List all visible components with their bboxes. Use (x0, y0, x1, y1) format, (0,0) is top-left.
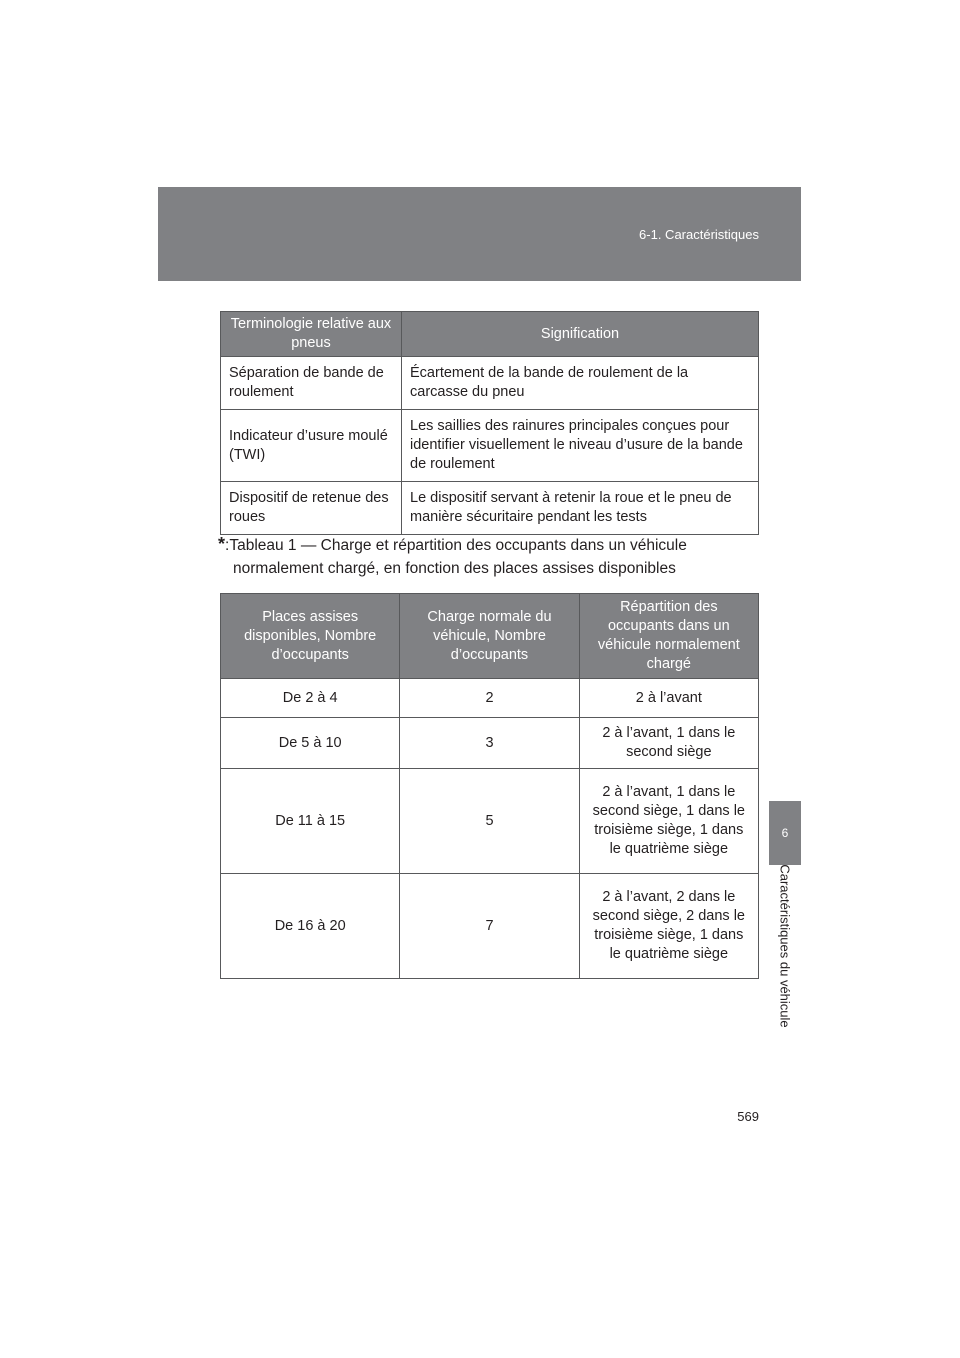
footnote-line-1: :Tableau 1 — Charge et répartition des occupants dans un véhicule (225, 537, 687, 554)
column-header-distribution: Répartition des occupants dans un véhicule normalement chargé (579, 594, 758, 679)
load-cell: 7 (400, 874, 579, 979)
table-header-row (221, 594, 759, 679)
table-row (221, 410, 759, 482)
column-header-term: Terminologie relative aux pneus (221, 312, 402, 357)
table-row (221, 679, 759, 718)
term-cell: Indicateur d’usure moulé (TWI) (221, 410, 402, 482)
meaning-cell: Le dispositif servant à retenir la roue et le pneu de manière sécuritaire pendant les tests (402, 482, 759, 535)
meaning-cell: Écartement de la bande de roulement de la carcasse du pneu (402, 357, 759, 410)
distribution-cell: 2 à l’avant, 1 dans le second siège (579, 718, 758, 769)
table-row (221, 482, 759, 535)
distribution-cell: 2 à l’avant, 1 dans le second siège, 1 dans le troisième siège, 1 dans le quatrième siège (579, 769, 758, 874)
header-band (158, 187, 801, 281)
chapter-number: 6 (781, 826, 789, 840)
column-header-normal-load: Charge normale du véhicule, Nombre d’occupants (400, 594, 579, 679)
distribution-cell: 2 à l’avant (579, 679, 758, 718)
seating-cell: De 2 à 4 (221, 679, 400, 718)
table-row (221, 718, 759, 769)
term-cell: Dispositif de retenue des roues (221, 482, 402, 535)
footnote (218, 533, 756, 580)
table-row (221, 769, 759, 874)
chapter-title: Caractéristiques du véhicule (777, 864, 793, 1028)
load-cell: 5 (400, 769, 579, 874)
table-row (221, 357, 759, 410)
table-header-row (221, 312, 759, 357)
seating-cell: De 5 à 10 (221, 718, 400, 769)
seating-cell: De 11 à 15 (221, 769, 400, 874)
load-cell: 3 (400, 718, 579, 769)
term-cell: Séparation de bande de roulement (221, 357, 402, 410)
load-cell: 2 (400, 679, 579, 718)
distribution-cell: 2 à l’avant, 2 dans le second siège, 2 dans le troisième siège, 1 dans le quatrième siège (579, 874, 758, 979)
table-row (221, 874, 759, 979)
column-header-meaning: Signification (402, 312, 759, 357)
column-header-seating: Places assises disponibles, Nombre d’occupants (221, 594, 400, 679)
seating-cell: De 16 à 20 (221, 874, 400, 979)
chapter-tab (769, 801, 801, 865)
tire-terminology-table (220, 311, 759, 535)
section-title: 6-1. Caractéristiques (639, 227, 759, 242)
page-number: 569 (737, 1109, 759, 1124)
meaning-cell: Les saillies des rainures principales conçues pour identifier visuellement le niveau d’usure de la bande de roulement (402, 410, 759, 482)
occupant-load-table (220, 593, 759, 979)
footnote-line-2: normalement chargé, en fonction des places assises disponibles (233, 560, 676, 577)
footnote-star: * (218, 534, 226, 554)
